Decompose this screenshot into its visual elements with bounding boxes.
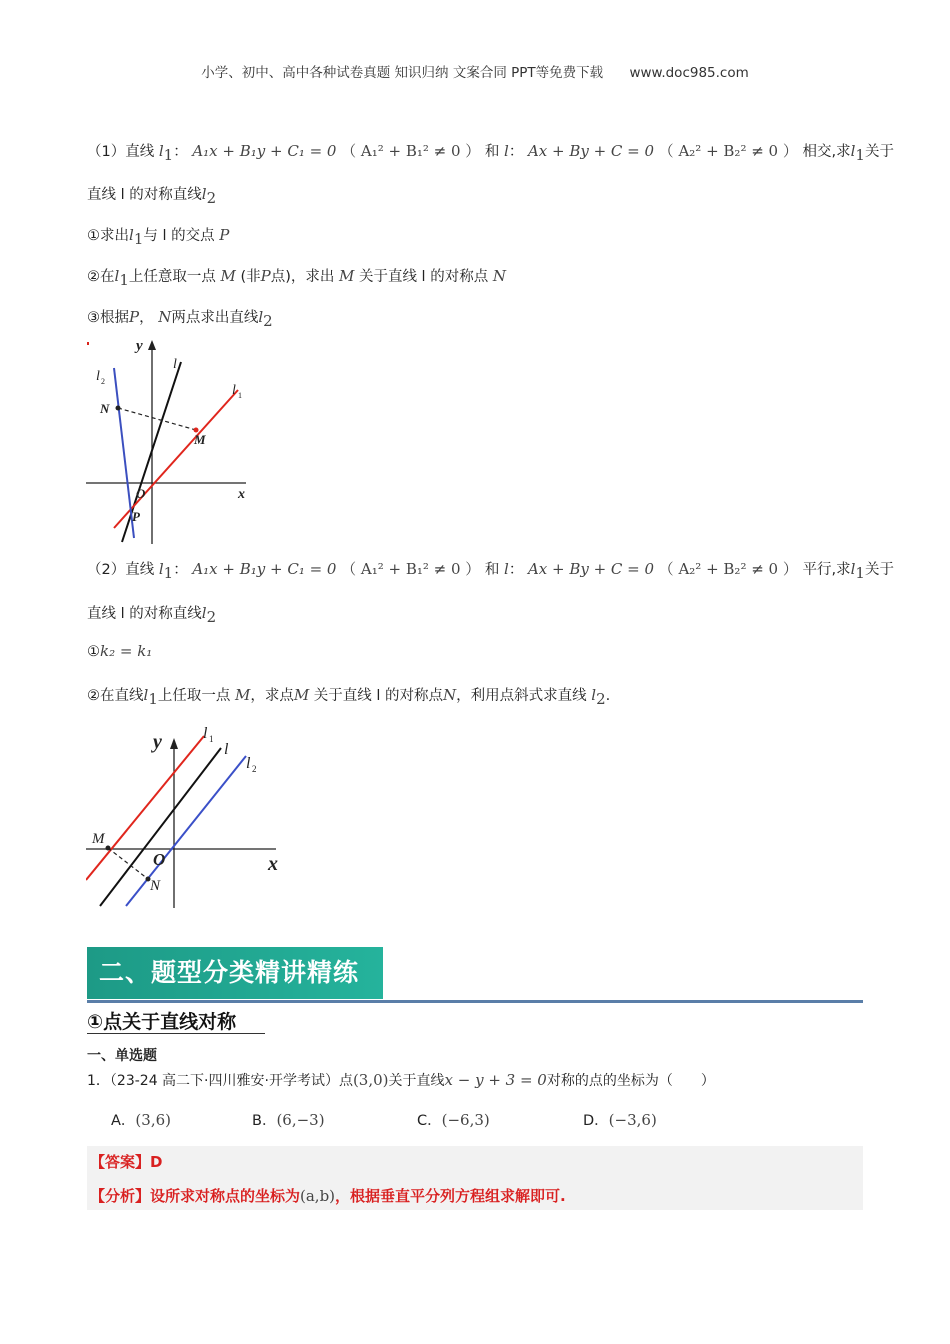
section-title: ①点关于直线对称	[87, 1011, 237, 1033]
fig1-label-p: P	[132, 509, 140, 524]
fig1-point-n	[116, 406, 121, 411]
fig1-label-o: O	[136, 486, 146, 501]
option-a[interactable]: A．(3,6)	[111, 1111, 171, 1129]
header-text: 小学、初中、高中各种试卷真题 知识归纳 文案合同 PPT等免费下载	[201, 65, 604, 81]
case2-line1: （2）直线 $l_1$： A₁x + B₁y + C₁ = 0 （ A₁² + B₁² ≠ 0 ） 和 l： Ax + By + C = 0 （ A₂² + B₂² ≠ 0 ） 平行,求$l_1$关于	[87, 560, 894, 582]
fig1-perpendicular	[118, 408, 196, 430]
case2-line2: 直线 l 的对称直线$l_2$	[87, 604, 217, 626]
figure-parallel	[86, 724, 296, 910]
option-d[interactable]: D．(−3,6)	[583, 1111, 657, 1129]
fig2-label-x: x	[268, 853, 278, 875]
case1-line1: （1）直线 $l_1$： A₁x + B₁y + C₁ = 0 （ A₁² + B₁² ≠ 0 ） 和 l： Ax + By + C = 0 （ A₂² + B₂² ≠ 0 ） 相交,求$l_1$关于	[87, 142, 894, 164]
fig1-label-l2: l	[96, 369, 100, 384]
fig2-label-m: M	[92, 831, 105, 847]
fig2-label-y: y	[153, 731, 162, 753]
case2-step2: ②在直线$l_1$上任取一点 M，求点M 关于直线 l 的对称点N，利用点斜式求直线 $l_2$.	[87, 686, 611, 708]
option-c[interactable]: C．(−6,3)	[417, 1111, 490, 1129]
question-1: 1．（23-24 高二下·四川雅安·开学考试）点(3,0)关于直线x − y + 3 = 0对称的点的坐标为（ ）	[87, 1071, 715, 1089]
eq-l1: A₁x + B₁y + C₁ = 0	[192, 142, 337, 160]
fig2-label-n: N	[150, 878, 161, 894]
fig1-label-m: M	[194, 432, 206, 447]
eq-l: Ax + By + C = 0	[527, 142, 655, 160]
header-site[interactable]: www.doc985.com	[629, 65, 749, 81]
case1-step2: ②在$l_1$上任意取一点 M (非P点)，求出 M 关于直线 l 的对称点 N	[87, 267, 506, 289]
fig2-line-l2	[126, 756, 246, 906]
svg-text:1: 1	[209, 734, 214, 744]
fig1-label-y: y	[136, 338, 143, 354]
fig2-label-l: l	[224, 741, 229, 758]
fig2-point-m	[106, 846, 111, 851]
answer-text: 【答案】D	[90, 1153, 163, 1171]
fig1-line-l2	[114, 368, 134, 538]
page-header	[0, 61, 950, 81]
svg-text:1: 1	[238, 391, 242, 400]
banner-divider	[87, 1000, 863, 1003]
fig1-line-l1	[114, 390, 238, 528]
fig2-label-l1: l	[203, 725, 208, 742]
case1-line2: 直线 l 的对称直线$l_2$	[87, 185, 217, 207]
fig1-label-l: l	[173, 357, 177, 372]
fig1-label-l1: l	[232, 383, 236, 398]
svg-text:2: 2	[252, 764, 257, 774]
svg-text:2: 2	[101, 377, 105, 386]
case1-step1: ①求出$l_1$与 l 的交点 P	[87, 226, 230, 248]
question-type: 一、单选题	[87, 1048, 157, 1064]
fig2-line-l	[100, 748, 221, 906]
section-banner: 二、题型分类精讲精练	[87, 947, 383, 999]
fig2-label-l2: l	[246, 755, 251, 772]
fig2-line-l1	[86, 736, 204, 880]
fig1-label-x: x	[238, 487, 245, 502]
section-underline	[87, 1033, 265, 1034]
option-b[interactable]: B．(6,−3)	[252, 1111, 325, 1129]
case2-step1: ①k₂ = k₁	[87, 642, 153, 660]
analysis-text: 【分析】设所求对称点的坐标为(a,b)，根据垂直平分列方程组求解即可.	[90, 1187, 566, 1205]
fig1-label-n: N	[100, 401, 110, 416]
case1-step3: ③根据P， N两点求出直线$l_2$	[87, 308, 273, 330]
figure-intersect	[86, 338, 256, 544]
fig2-label-o: O	[153, 850, 166, 869]
